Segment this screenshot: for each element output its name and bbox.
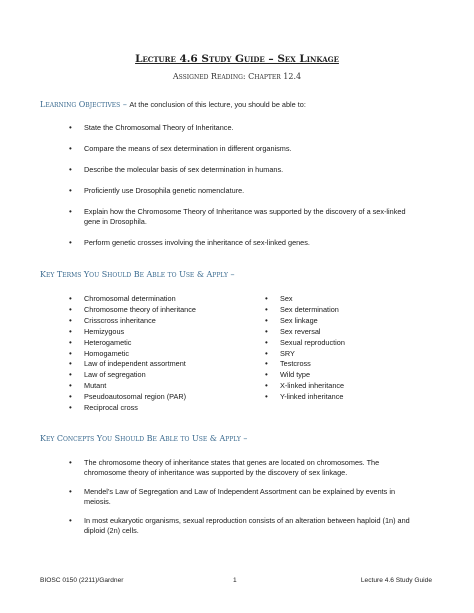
document-title: Lecture 4.6 Study Guide – Sex Linkage [135,53,339,65]
list-item: • Mendel’s Law of Segregation and Law of Independent Assortment can be explained by events in meiosis. [84,487,419,507]
learning-objectives-list [84,123,419,259]
key-terms-right-list [280,294,430,403]
assigned-reading: Assigned Reading: Chapter 12.4 [172,72,302,81]
list-item: • Y-linked inheritance [280,392,430,403]
learning-objectives-intro: At the conclusion of this lecture, you should be able to: [129,100,306,109]
list-item: • Describe the molecular basis of sex determination in humans. [84,165,419,175]
list-item: • Sex [280,294,430,305]
list-item: • Chromosome theory of inheritance [84,305,254,316]
list-item: • Pseudoautosomal region (PAR) [84,392,254,403]
learning-objectives-title: Learning Objectives – [40,100,127,109]
list-item: • Perform genetic crosses involving the inheritance of sex-linked genes. [84,238,419,248]
list-item: • SRY [280,349,430,360]
list-item: • Chromosomal determination [84,294,254,305]
list-item: • Testcross [280,359,430,370]
list-item: • Compare the means of sex determination in different organisms. [84,144,419,154]
key-concepts-list [84,458,419,545]
list-item: • Wild type [280,370,430,381]
list-item: • State the Chromosomal Theory of Inheritance. [84,123,419,133]
list-item: • Homogametic [84,349,254,360]
list-item: • Sex reversal [280,327,430,338]
list-item: • Heterogametic [84,338,254,349]
footer-course: BIOSC 0150 (2211)/Gardner [40,577,124,584]
list-item: • Proficiently use Drosophila genetic nomenclature. [84,186,419,196]
list-item: • In most eukaryotic organisms, sexual reproduction consists of an alteration between haploid (1n) and diploid (2n) cells. [84,516,419,536]
list-item: • Reciprocal cross [84,403,254,414]
footer-page-number: 1 [233,577,237,584]
list-item: • Sex determination [280,305,430,316]
list-item: • Law of independent assortment [84,359,254,370]
key-concepts-heading: Key Concepts You Should Be Able to Use & Apply – [40,434,248,443]
list-item: • Mutant [84,381,254,392]
list-item: • Crisscross inheritance [84,316,254,327]
learning-objectives-heading [40,100,306,109]
list-item: • The chromosome theory of inheritance states that genes are located on chromosomes. The chromosome theory of inheritance was supported by the discovery of sex linkage. [84,458,419,478]
list-item: • Hemizygous [84,327,254,338]
list-item: • Sex linkage [280,316,430,327]
list-item: • Explain how the Chromosome Theory of Inheritance was supported by the discovery of a sex-linked gene in Drosophila. [84,207,419,227]
list-item: • Sexual reproduction [280,338,430,349]
list-item: • Law of segregation [84,370,254,381]
key-terms-left-list [84,294,254,414]
key-terms-heading: Key Terms You Should Be Able to Use & Apply – [40,270,235,279]
footer-doc-title: Lecture 4.6 Study Guide [360,577,432,584]
list-item: • X-linked inheritance [280,381,430,392]
